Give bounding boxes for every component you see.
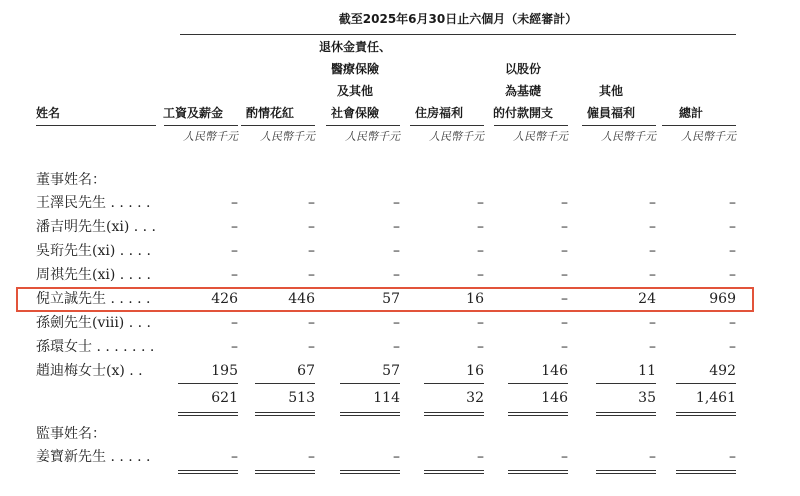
bottom-double-rule xyxy=(424,470,484,474)
period-header: 截至2025年6月30日止六個月（未經審計） xyxy=(338,12,578,26)
table-cell: – xyxy=(561,195,568,211)
column-header-rule xyxy=(494,125,568,126)
director-name: 潘吉明先生(xi) . . . xyxy=(36,219,156,235)
table-cell: – xyxy=(477,243,484,259)
subtotal-top-rule xyxy=(424,383,484,384)
table-cell: – xyxy=(561,339,568,355)
director-name: 孫環女士 . . . . . . . xyxy=(36,339,155,355)
unit-label: 人民幣千元 xyxy=(429,130,484,143)
table-cell: – xyxy=(649,315,656,331)
table-cell: 146 xyxy=(541,390,568,406)
table-cell: 16 xyxy=(466,291,484,307)
table-cell: – xyxy=(231,195,238,211)
unit-label: 人民幣千元 xyxy=(513,130,568,143)
table-cell: – xyxy=(649,219,656,235)
table-cell: – xyxy=(729,267,736,283)
table-cell: – xyxy=(308,195,315,211)
table-cell: – xyxy=(393,315,400,331)
column-header-line: 醫療保險 xyxy=(330,62,379,76)
subtotal-double-rule xyxy=(255,412,315,416)
column-header-rule xyxy=(410,125,484,126)
column-header-rule xyxy=(326,125,400,126)
table-cell: – xyxy=(649,243,656,259)
table-cell: – xyxy=(308,315,315,331)
table-cell: – xyxy=(393,243,400,259)
table-cell: – xyxy=(308,219,315,235)
table-cell: 114 xyxy=(373,390,400,406)
column-header-line: 為基礎 xyxy=(504,84,541,98)
column-header-line: 其他 xyxy=(598,84,623,98)
table-cell: – xyxy=(308,243,315,259)
table-cell: – xyxy=(231,243,238,259)
column-header-line: 住房福利 xyxy=(414,106,463,120)
table-cell: 32 xyxy=(466,390,484,406)
table-cell: – xyxy=(477,267,484,283)
column-header-line: 僱員福利 xyxy=(586,106,635,120)
table-cell: – xyxy=(308,449,315,465)
period-header-rule xyxy=(180,34,736,35)
director-name: 趙迪梅女士(x) . . xyxy=(36,363,143,379)
table-cell: – xyxy=(729,195,736,211)
table-cell: – xyxy=(649,195,656,211)
subtotal-top-rule xyxy=(255,383,315,384)
table-cell: – xyxy=(729,219,736,235)
table-cell: – xyxy=(477,449,484,465)
subtotal-double-rule xyxy=(178,412,238,416)
table-cell: 24 xyxy=(638,291,656,307)
subtotal-double-rule xyxy=(508,412,568,416)
unit-label: 人民幣千元 xyxy=(681,130,736,143)
table-cell: – xyxy=(231,267,238,283)
subtotal-double-rule xyxy=(676,412,736,416)
table-cell: – xyxy=(393,339,400,355)
directors-heading: 董事姓名： xyxy=(36,172,106,188)
table-cell: – xyxy=(477,339,484,355)
table-cell: 446 xyxy=(288,291,315,307)
subtotal-top-rule xyxy=(676,383,736,384)
bottom-double-rule xyxy=(596,470,656,474)
supervisor-name: 姜寶新先生 . . . . . xyxy=(36,449,151,465)
table-cell: – xyxy=(308,339,315,355)
column-header-line: 酌情花紅 xyxy=(245,106,294,120)
column-header-line: 及其他 xyxy=(336,84,373,98)
table-cell: 621 xyxy=(211,390,238,406)
subtotal-double-rule xyxy=(340,412,400,416)
table-cell: – xyxy=(561,449,568,465)
subtotal-top-rule xyxy=(508,383,568,384)
table-cell: 57 xyxy=(382,291,400,307)
table-cell: – xyxy=(561,315,568,331)
column-header-rule xyxy=(241,125,315,126)
table-cell: 195 xyxy=(211,363,238,379)
director-name: 王澤民先生 . . . . . xyxy=(36,195,151,211)
director-name: 孫劍先生(viii) . . . xyxy=(36,315,151,331)
table-cell: 35 xyxy=(638,390,656,406)
director-name: 倪立誠先生 . . . . . xyxy=(36,291,151,307)
column-header-rule xyxy=(582,125,656,126)
column-header-rule xyxy=(662,125,736,126)
table-cell: – xyxy=(649,449,656,465)
name-column-header: 姓名 xyxy=(36,106,61,120)
table-cell: 513 xyxy=(288,390,315,406)
column-header-rule xyxy=(164,125,238,126)
table-cell: 57 xyxy=(382,363,400,379)
director-name: 吳珩先生(xi) . . . . xyxy=(36,243,151,259)
table-cell: – xyxy=(393,219,400,235)
table-cell: – xyxy=(729,449,736,465)
column-header-line: 社會保險 xyxy=(330,106,379,120)
column-header-line: 的付款開支 xyxy=(492,106,553,120)
table-cell: 146 xyxy=(541,363,568,379)
table-cell: – xyxy=(561,219,568,235)
table-cell: 11 xyxy=(638,363,656,379)
table-cell: – xyxy=(561,243,568,259)
column-header-line: 以股份 xyxy=(504,62,541,76)
table-cell: – xyxy=(729,339,736,355)
bottom-double-rule xyxy=(340,470,400,474)
unit-label: 人民幣千元 xyxy=(260,130,315,143)
table-cell: – xyxy=(477,315,484,331)
table-cell: – xyxy=(561,267,568,283)
subtotal-top-rule xyxy=(178,383,238,384)
director-name: 周祺先生(xi) . . . . xyxy=(36,267,151,283)
table-cell: 67 xyxy=(297,363,315,379)
table-cell: – xyxy=(393,267,400,283)
table-cell: 426 xyxy=(211,291,238,307)
subtotal-top-rule xyxy=(340,383,400,384)
table-cell: 1,461 xyxy=(695,390,736,406)
subtotal-top-rule xyxy=(596,383,656,384)
table-cell: – xyxy=(729,315,736,331)
name-header-rule xyxy=(36,125,156,126)
table-cell: 16 xyxy=(466,363,484,379)
table-cell: – xyxy=(561,291,568,307)
bottom-double-rule xyxy=(676,470,736,474)
table-cell: – xyxy=(729,243,736,259)
supervisors-heading: 監事姓名： xyxy=(36,426,106,442)
table-cell: – xyxy=(477,219,484,235)
table-cell: – xyxy=(477,195,484,211)
bottom-double-rule xyxy=(178,470,238,474)
bottom-double-rule xyxy=(508,470,568,474)
table-cell: – xyxy=(231,315,238,331)
subtotal-double-rule xyxy=(596,412,656,416)
unit-label: 人民幣千元 xyxy=(183,130,238,143)
table-cell: – xyxy=(649,267,656,283)
highlighted-row-box xyxy=(16,287,754,312)
table-cell: 969 xyxy=(709,291,736,307)
table-cell: – xyxy=(231,219,238,235)
table-cell: – xyxy=(231,339,238,355)
subtotal-double-rule xyxy=(424,412,484,416)
table-cell: – xyxy=(393,449,400,465)
table-cell: – xyxy=(393,195,400,211)
table-cell: – xyxy=(308,267,315,283)
column-header-line: 退休金責任、 xyxy=(318,40,391,54)
unit-label: 人民幣千元 xyxy=(345,130,400,143)
column-header-line: 工資及薪金 xyxy=(162,106,223,120)
table-cell: – xyxy=(231,449,238,465)
column-header-line: 總計 xyxy=(678,106,703,120)
table-cell: – xyxy=(649,339,656,355)
unit-label: 人民幣千元 xyxy=(601,130,656,143)
bottom-double-rule xyxy=(255,470,315,474)
table-cell: 492 xyxy=(709,363,736,379)
